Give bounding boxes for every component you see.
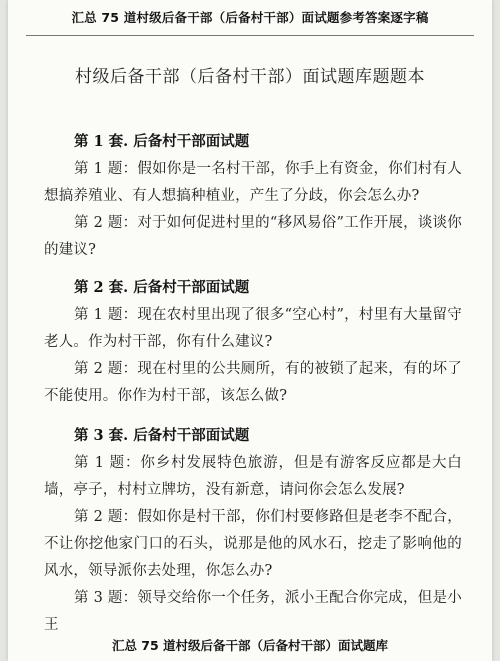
set-heading: 第 2 套. 后备村干部面试题	[74, 279, 250, 296]
question-item: 第 2 题：现在村里的公共厕所，有的被锁了起来，有的坏了不能使用。你作为村干部，该怎么做?	[44, 361, 462, 404]
question-item: 第 3 题：领导交给你一个任务，派小王配合你完成，但是小王	[44, 590, 462, 633]
header-divider	[26, 35, 474, 36]
document-page	[8, 0, 492, 661]
question-item: 第 1 题：假如你是一名村干部，你手上有资金，你们村有人想搞养殖业、有人想搞种植业，产生了分歧，你会怎么办?	[44, 161, 462, 204]
question-set-3	[44, 422, 462, 639]
question-item: 第 1 题：你乡村发展特色旅游，但是有游客反应都是大白墙，亭子，村村立牌坊，没有新意，请问你会怎么发展?	[44, 455, 462, 498]
header-banner: 汇总 75 道村级后备干部（后备村干部）面试题参考答案逐字稿	[71, 10, 429, 25]
question-item: 第 1 题：现在农村里出现了很多“空心村”，村里有大量留守老人。作为村干部，你有什么建议?	[44, 307, 462, 350]
document-title: 村级后备干部（后备村干部）面试题库题题本	[75, 67, 425, 87]
question-set-2	[44, 274, 462, 410]
set-heading: 第 3 套. 后备村干部面试题	[74, 427, 250, 444]
document-body	[44, 128, 462, 639]
footer-banner: 汇总 75 道村级后备干部（后备村干部）面试题库	[8, 633, 492, 657]
set-heading: 第 1 套. 后备村干部面试题	[74, 133, 250, 150]
question-item: 第 2 题：假如你是村干部，你们村要修路但是老李不配合，不让你挖他家门口的石头，说那是他的风水石，挖走了影响他的风水，领导派你去处理，你怎么办?	[44, 509, 462, 579]
question-set-1	[44, 128, 462, 264]
question-item: 第 2 题：对于如何促进村里的“移风易俗”工作开展，谈谈你的建议?	[44, 215, 462, 258]
